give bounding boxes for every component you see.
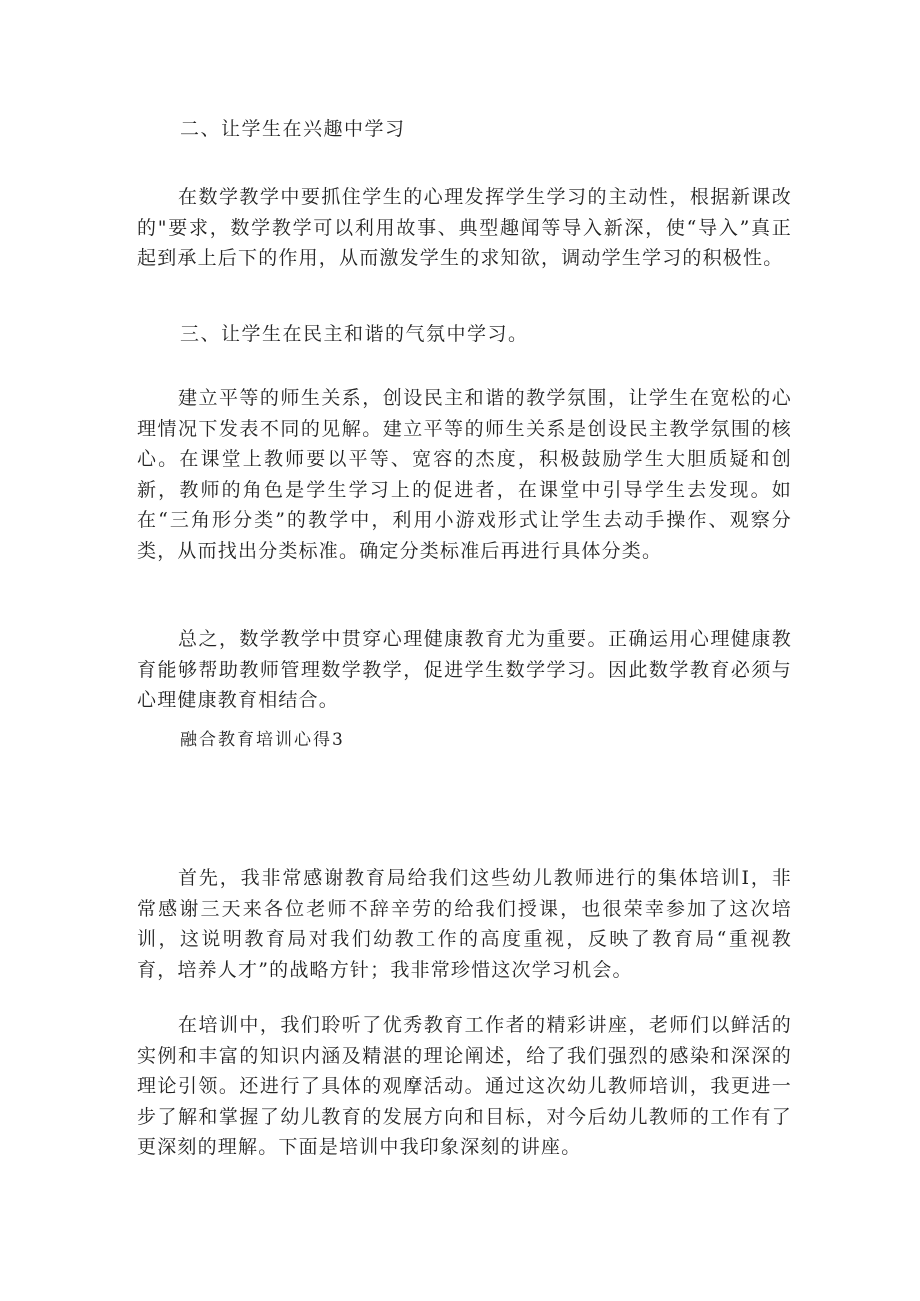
section-heading-democratic-atmosphere: 三、让学生在民主和谐的气氛中学习。 [180, 323, 529, 345]
essay-title: 融合教育培训心得3 [180, 730, 345, 750]
paragraph-democratic-atmosphere: 建立平等的师生关系，创设民主和谐的教学氛围，让学生在宽松的心理情况下发表不同的见解。建立平等的师生关系是创设民主教学氛围的核心。在课堂上教师要以平等、宽容的杰度，积极鼓励学生大胆质疑和创新，教师的角色是学生学习上的促进者，在课堂中引导学生去发现。如在“三角形分类”的教学中，利用小游戏形式让学生去动手操作、观察分类，从而找出分类标准。确定分类标准后再进行具体分类。 [137, 387, 792, 562]
paragraph-training-experience: 在培训中，我们聆听了优秀教育工作者的精彩讲座，老师们以鲜活的实例和丰富的知识内涵及精湛的理论阐述，给了我们强烈的感染和深深的理论引领。还进行了具体的观摩活动。通过这次幼儿教师培训，我更进一步了解和掌握了幼儿教育的发展方向和目标，对今后幼儿教师的工作有了更深刻的理解。下面是培训中我印象深刻的讲座。 [137, 1014, 792, 1158]
paragraph-summary: 总之，数学教学中贯穿心理健康教育尤为重要。正确运用心理健康教育能够帮助教师管理数学教学，促进学生数学学习。因此数学教育必须与心理健康教育相结合。 [137, 628, 792, 711]
section-heading-interest-learning: 二、让学生在兴趣中学习 [180, 118, 406, 140]
paragraph-gratitude: 首先，我非常感谢教育局给我们这些幼儿教师进行的集体培训I，非常感谢三天来各位老师不辞辛劳的给我们授课，也很荣幸参加了这次培训，这说明教育局对我们幼教工作的高度重视，反映了教育局“重视教育，培养人才”的战略方针；我非常珍惜这次学习机会。 [137, 867, 792, 981]
paragraph-interest-learning: 在数学教学中要抓住学生的心理发挥学生学习的主动性，根据新课改的"要求，数学教学可以利用故事、典型趣闻等导入新深，使“导入”真正起到承上后下的作用，从而激发学生的求知欲，调动学生学习的积极性。 [137, 186, 792, 269]
